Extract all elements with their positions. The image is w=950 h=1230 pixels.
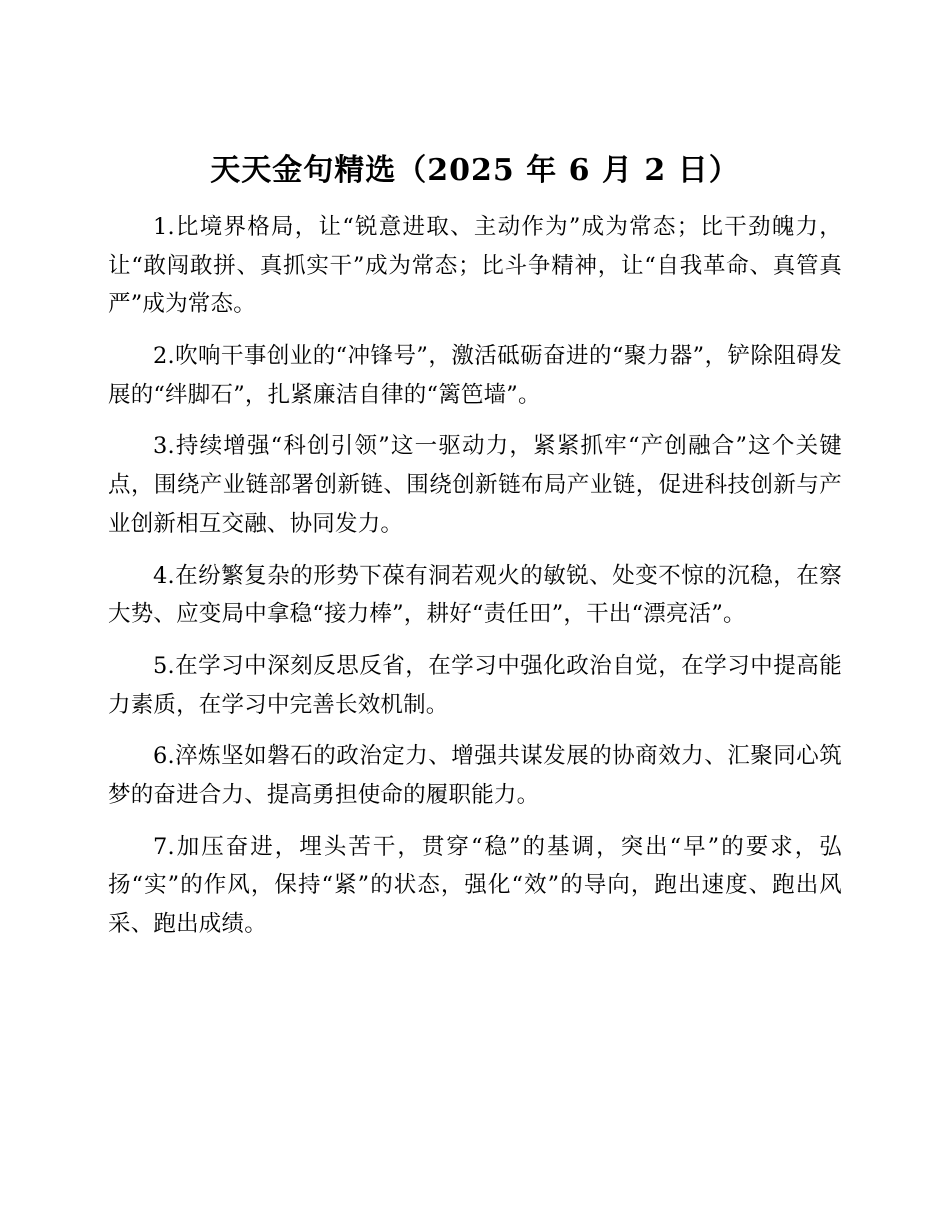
paragraph-6: 6.淬炼坚如磐石的政治定力、增强共谋发展的协商效力、汇聚同心筑梦的奋进合力、提高勇担使命的履职能力。 [108,743,842,808]
page-title: 天天金句精选（2025 年 6 月 2 日） [210,153,740,188]
paragraph-4: 4.在纷繁复杂的形势下葆有洞若观火的敏锐、处变不惊的沉稳，在察大势、应变局中拿稳“接力棒”，耕好“责任田”，干出“漂亮活”。 [108,562,842,628]
paragraph-3: 3.持续增强“科创引领”这一驱动力，紧紧抓牢“产创融合”这个关键点，围绕产业链部署创新链、围绕创新链布局产业链，促进科技创新与产业创新相互交融、协同发力。 [108,433,842,537]
paragraph-5: 5.在学习中深刻反思反省，在学习中强化政治自觉，在学习中提高能力素质，在学习中完善长效机制。 [108,652,842,718]
paragraph-7: 7.加压奋进，埋头苦干，贯穿“稳”的基调，突出“早”的要求，弘扬“实”的作风，保持“紧”的状态，强化“效”的导向，跑出速度、跑出风采、跑出成绩。 [108,833,842,937]
paragraph-1: 1.比境界格局，让“锐意进取、主动作为”成为常态；比干劲魄力，让“敢闯敢拼、真抓实干”成为常态；比斗争精神，让“自我革命、真管真严”成为常态。 [108,214,842,318]
paragraph-2: 2.吹响干事创业的“冲锋号”，激活砥砺奋进的“聚力器”，铲除阻碍发展的“绊脚石”，扎紧廉洁自律的“篱笆墙”。 [108,343,842,408]
